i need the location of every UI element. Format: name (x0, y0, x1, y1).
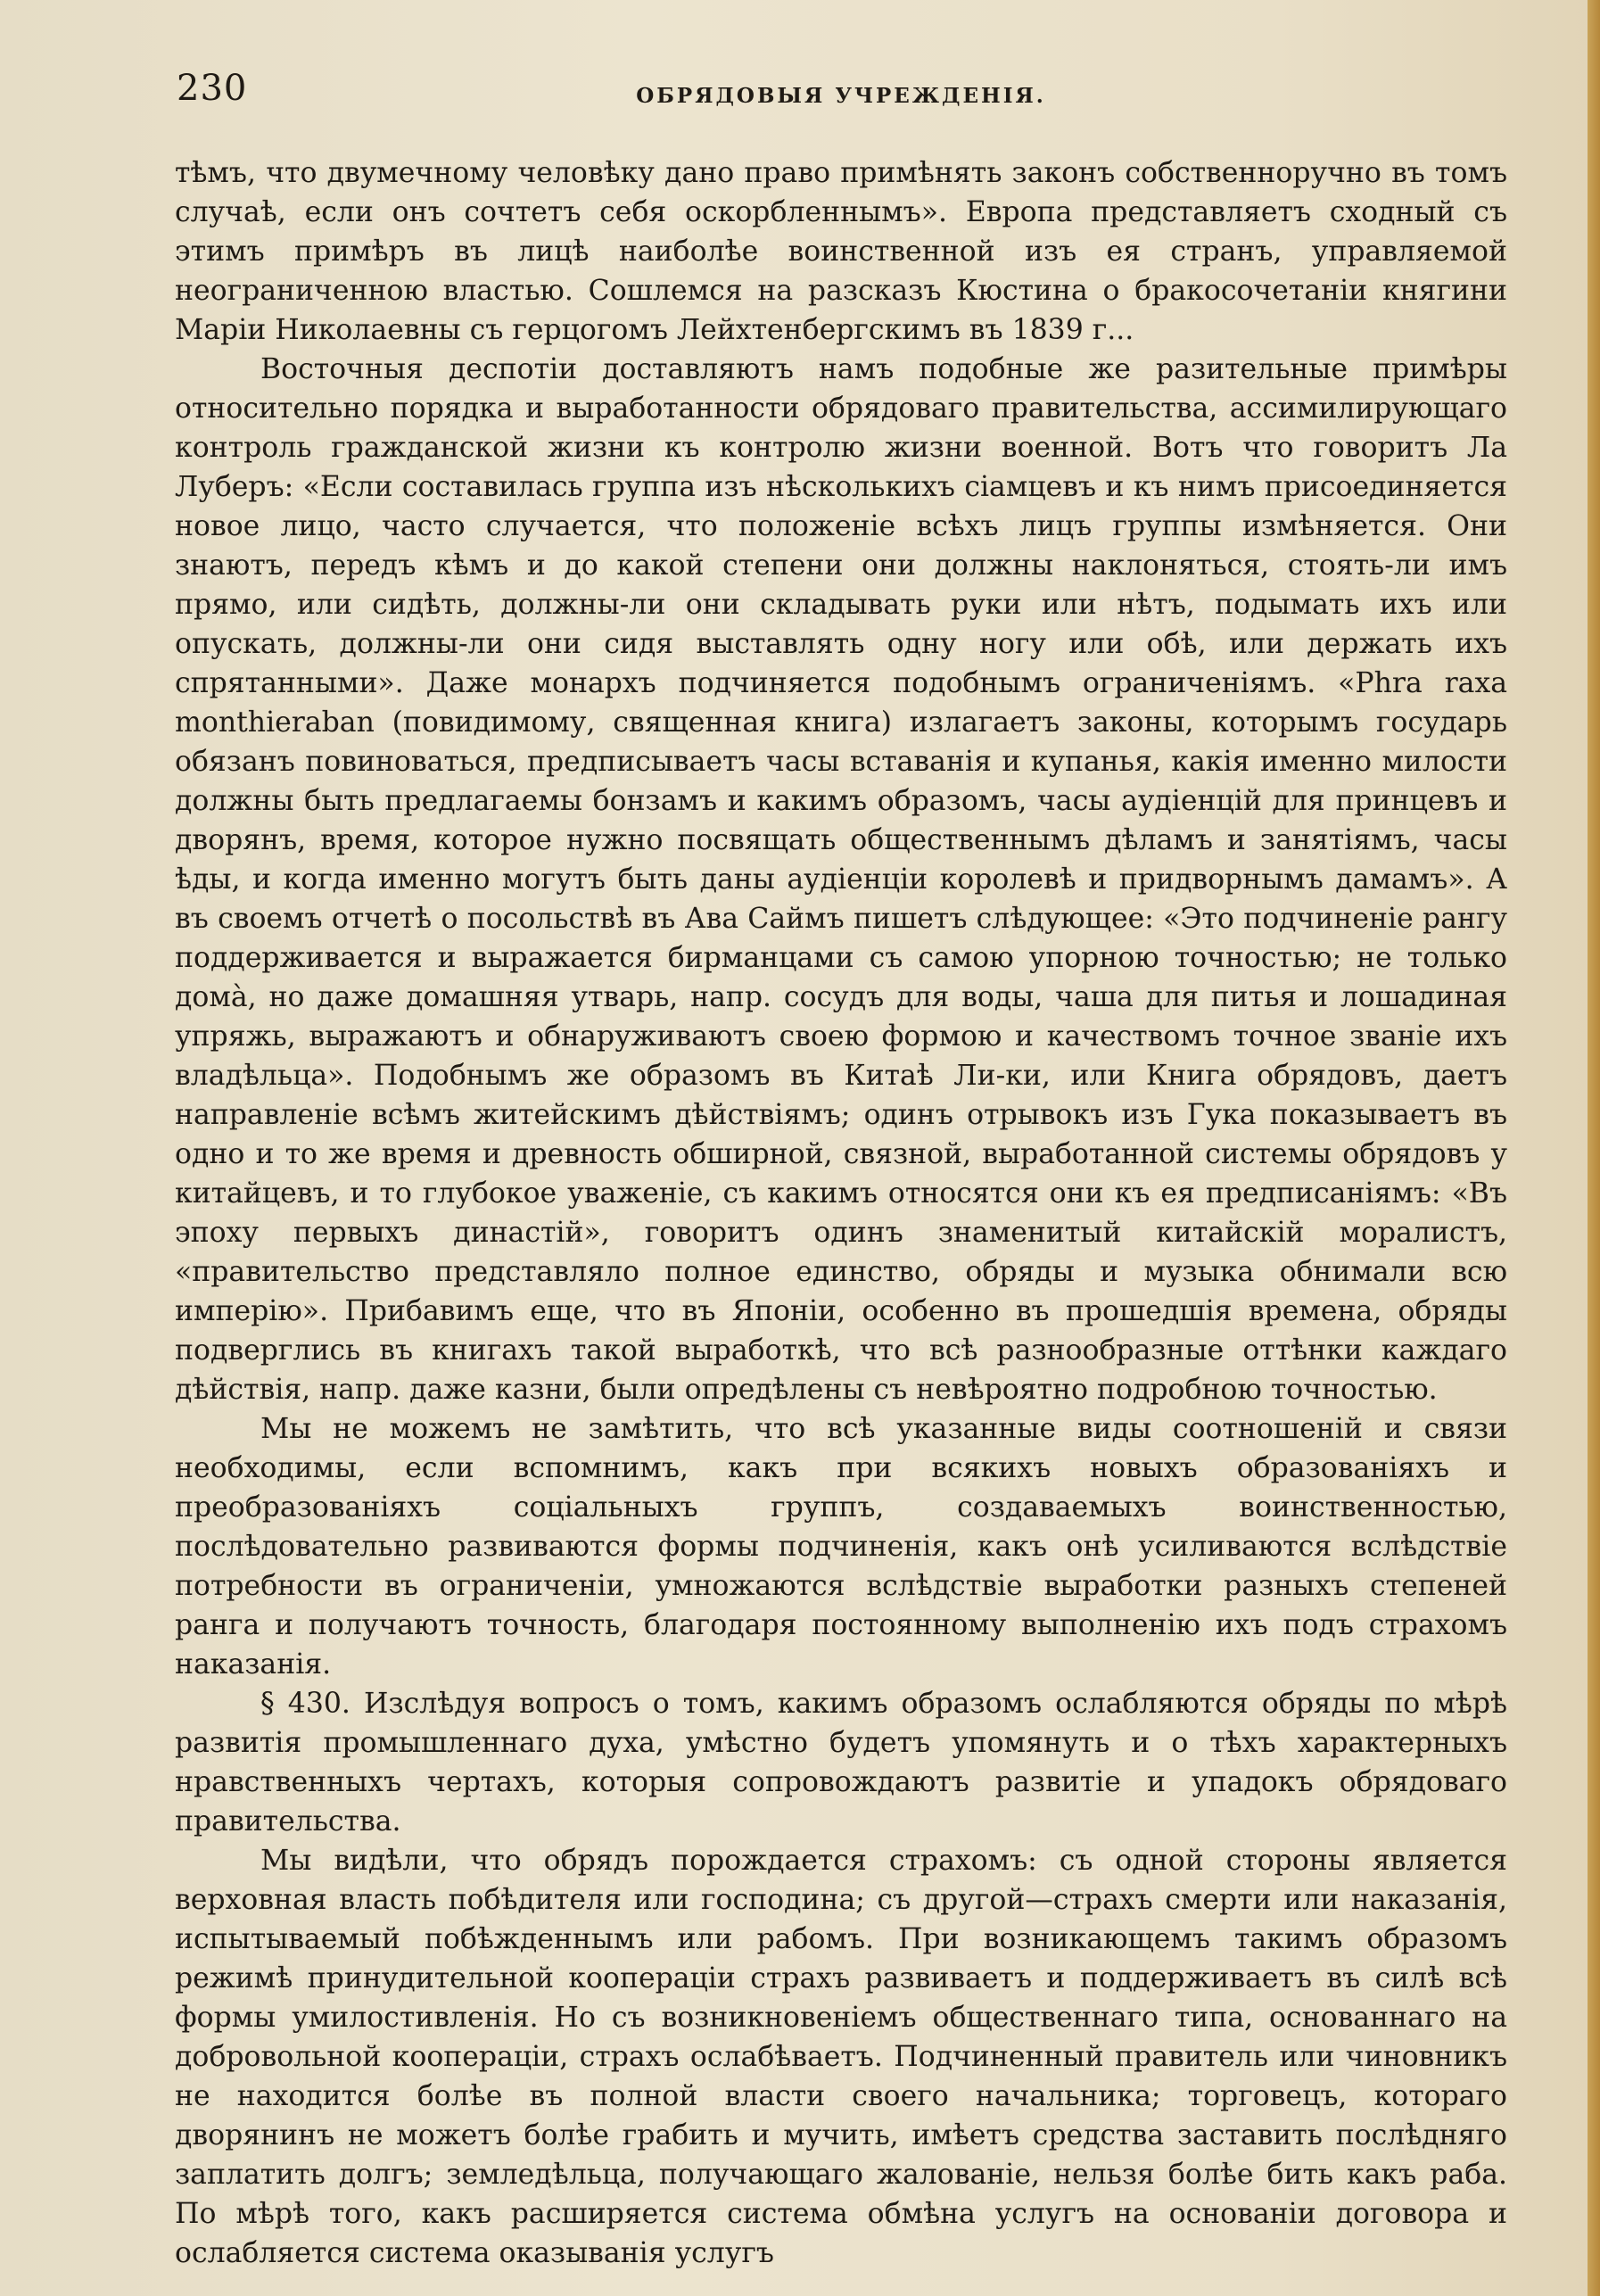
page-header (177, 68, 1505, 121)
page-body-text (175, 153, 1507, 2273)
paragraph-continuation: тѣмъ, что двумечному человѣку дано право примѣнять законъ собственноручно въ томъ случаѣ, если онъ сочтетъ себя оскорбленнымъ». Европа представляетъ сходный съ этимъ примѣръ въ лицѣ наиболѣе воинственной изъ ея странъ, управляемой неограниченною властью. Сошлемся на разсказъ Кюстина о бракосочетаніи княгини Маріи Николаевны съ герцогомъ Лейхтенбергскимъ въ 1839 г... (175, 157, 1507, 346)
paragraph-forms-of-subordination: Мы не можемъ не замѣтить, что всѣ указанные виды соотношеній и связи необходимы, если вспомнимъ, какъ при всякихъ новыхъ образованіяхъ и преобразованіяхъ соціальныхъ группъ, создаваемыхъ воинственностью, послѣдовательно развиваются формы подчиненія, какъ онѣ усиливаются вслѣдствіе потребности въ ограниченіи, умножаются вслѣдствіе выработки разныхъ степеней ранга и получаютъ точность, благодаря постоянному выполненію ихъ подъ страхомъ наказанія. (175, 1413, 1507, 1681)
running-title: ОБРЯДОВЫЯ УЧРЕЖДЕНІЯ. (636, 84, 1046, 108)
paragraph-fear-and-ceremony: Мы видѣли, что обрядъ порождается страхомъ: съ одной стороны является верховная власть побѣдителя или господина; съ другой—страхъ смерти или наказанія, испытываемый побѣжденнымъ или рабомъ. При возникающемъ такимъ образомъ режимѣ принудительной коопераціи страхъ развиваетъ и поддерживаетъ въ силѣ всѣ формы умилостивленія. Но съ возникновеніемъ общественнаго типа, основаннаго на добровольной коопераціи, страхъ ослабѣваетъ. Подчиненный правитель или чиновникъ не находится болѣе въ полной власти своего начальника; торговецъ, котораго дворянинъ не можетъ болѣе грабить и мучить, имѣетъ средства заставить послѣдняго заплатить долгъ; земледѣльца, получающаго жалованіе, нельзя болѣе бить какъ раба. По мѣрѣ того, какъ расширяется система обмѣна услугъ на основаніи договора и ослабляется система оказыванія услугъ (175, 1845, 1507, 2269)
paragraph-eastern-despotisms: Восточныя деспотіи доставляютъ намъ подобные же разительные примѣры относительно порядка и выработанности обрядоваго правительства, ассимилирующаго контроль гражданской жизни къ контролю жизни военной. Вотъ что говоритъ Ла Луберъ: «Если составилась группа изъ нѣсколькихъ сіамцевъ и къ нимъ присоединяется новое лицо, часто случается, что положеніе всѣхъ лицъ группы измѣняется. Они знаютъ, передъ кѣмъ и до какой степени они должны наклоняться, стоять-ли имъ прямо, или сидѣть, должны-ли они складывать руки или нѣтъ, подымать ихъ или опускать, должны-ли они сидя выставлять одну ногу или обѣ, или держать ихъ спрятанными». Даже монархъ подчиняется подобнымъ ограниченіямъ. «Phra raxa monthierabаn (повидимому, священная книга) излагаетъ законы, которымъ государь обязанъ повиноваться, предписываетъ часы вставанія и купанья, какія именно милости должны быть предлагаемы бонзамъ и какимъ образомъ, часы аудіенцій для принцевъ и дворянъ, время, которое нужно посвящать общественнымъ дѣламъ и занятіямъ, часы ѣды, и когда именно могутъ быть даны аудіенціи королевѣ и придворнымъ дамамъ». А въ своемъ отчетѣ о посольствѣ въ Ава Саймъ пишетъ слѣдующее: «Это подчиненіе рангу поддерживается и выражается бирманцами съ самою упорною точностью; не только домà, но даже домашняя утварь, напр. сосудъ для воды, чаша для питья и лошадиная упряжь, выражаютъ и обнаруживаютъ своею формою и качествомъ точное званіе ихъ владѣльца». Подобнымъ же образомъ въ Китаѣ Ли-ки, или Книга обрядовъ, даетъ направленіе всѣмъ житейскимъ дѣйствіямъ; одинъ отрывокъ изъ Гука показываетъ въ одно и то же время и древность обширной, связной, выработанной системы обрядовъ у китайцевъ, и то глубокое уваженіе, съ какимъ относятся они къ ея предписаніямъ: «Въ эпоху первыхъ династій», говоритъ одинъ знаменитый китайскій моралистъ, «правительство представляло полное единство, обряды и музыка обнимали всю имперію». Прибавимъ еще, что въ Японіи, особенно въ прошедшія времена, обряды подверглись въ книгахъ такой выработкѣ, что всѣ разнообразные оттѣнки каждаго дѣйствія, напр. даже казни, были опредѣлены съ невѣроятно подробною точностью. (175, 353, 1507, 1406)
page-edge (1588, 0, 1600, 2296)
paragraph-section-430: § 430. Изслѣдуя вопросъ о томъ, какимъ образомъ ослабляются обряды по мѣрѣ развитія промышленнаго духа, умѣстно будетъ упомянуть и о тѣхъ характерныхъ нравственныхъ чертахъ, которыя сопровождаютъ развитіе и упадокъ обрядоваго правительства. (175, 1688, 1507, 1838)
page-number: 230 (177, 68, 248, 109)
